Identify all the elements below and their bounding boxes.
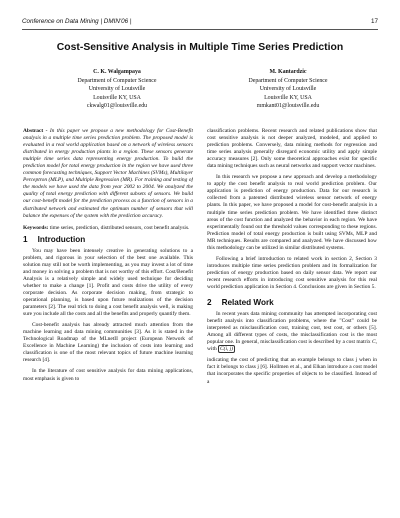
author-university: University of Louisville — [259, 86, 317, 93]
author-email: ckwalg01@louisville.edu — [86, 103, 148, 110]
abstract-label: Abstract - — [23, 128, 48, 134]
section-heading — [207, 299, 377, 306]
author-university: University of Louisville — [88, 86, 146, 93]
author-department: Department of Computer Science — [77, 77, 157, 84]
section-title: Related Work — [221, 298, 274, 308]
matrix-connector: , with — [207, 339, 377, 353]
section-heading — [23, 236, 193, 243]
keywords — [23, 225, 193, 232]
paragraph: Following a brief introduction to related work in section 2, Section 3 introduces multiple time series prediction problem and its formalization for prediction of energy production based on daily sensor data. We report our recent research efforts in introducing cost sensitive analysis for this real world prediction application in Section 4. Conclusions are given in Section 5. — [207, 255, 377, 290]
paragraph — [207, 311, 377, 353]
matrix-symbol: C — [372, 339, 376, 346]
keywords-text: time series, prediction, distributed sensors, cost benefit analysis. — [49, 224, 190, 231]
section-title: Introduction — [37, 234, 86, 244]
abstract — [23, 128, 193, 220]
right-column — [207, 128, 377, 516]
left-column — [23, 128, 193, 516]
running-header — [22, 18, 378, 30]
paragraph: In this research we propose a new approach and develop a methodology to apply the cost benefit analysis to real world prediction problem. Our application is prediction of energy production. Data for our research is collected from a patented distributed wireless sensor network of energy plants. In this paper, we have proposed a model for cost-benefit analysis in a multiple time series prediction problem. We have identified three distinct areas of the cost function and analyzed the behavior in each region. We have experimentally found out the threshold values corresponding to these regions. Prediction model of total energy production is built using SVMs, MLP and MR techniques. Results are compared and analyzed. We have discussed how this methodology can be utilized in similar distributed systems. — [207, 174, 377, 251]
paragraph: classification problems. Recent research and related publications show that cost sensitive analysis is not deeper analyzed, modeled, and applied to prediction problems. Conversely, data mining methods for regression and time series analysis generally disregard economic utility and apply simple accuracy measures [2]. Only some theoretical approaches exist for specific data mining techniques such as neural networks and support vector machines. — [207, 128, 377, 170]
page-number: 17 — [370, 18, 378, 25]
author-block — [213, 68, 363, 111]
author-department: Department of Computer Science — [248, 77, 328, 84]
author-name: C. K. Walgampaya — [93, 69, 141, 75]
paragraph-text: In recent years data mining community has attempted incorporating cost benefit analysis into classification problems, where the "Cost" could be interpreted as misclassification cost, training cost, test cost, or others [5]. Among all different types of costs, the misclassification cost is the most popular one. In general, misclassification cost is described by a cost matrix — [207, 311, 377, 346]
author-name: M. Kantardzic — [269, 69, 307, 75]
matrix-entry: C(i, j) — [220, 346, 234, 353]
section-number: 1 — [23, 234, 28, 244]
paragraph: In the literature of cost sensitive analysis for data mining applications, most emphasis is given to — [23, 368, 193, 382]
paragraph: Cost-benefit analysis has already attracted much attention from the machine learning and data mining communities [3]. As it is stated in the Technological Roadmap of the MLnetII project (European Network of Excellence in Machine Learning) the inclusion of costs into learning and classification is one of the most relevant topics of future machine learning research [4]. — [23, 322, 193, 364]
paper-title: Cost-Sensitive Analysis in Multiple Time Series Prediction — [56, 42, 344, 53]
author-city: Louisville KY, USA — [93, 94, 141, 101]
author-email: mmkant01@louisville.edu — [256, 103, 320, 110]
author-city: Louisville KY, USA — [264, 94, 312, 101]
section-number: 2 — [207, 298, 212, 308]
abstract-text: In this paper we propose a new methodology for Cost-Benefit analysis in a multiple time series prediction problem. The proposed model is evaluated in a real world application based on a network of wireless sensors distributed in energy production plants in a region. These sensors generate multiple time series data representing energy production. To build the prediction model for total energy production in the region we have used three common forecasting techniques, Support Vector Machines (SVMs), Multilayer Perceptron (MLP), and Multiple Regression (MR). For training and testing of the models we have used the data from year 2002 to 2004. We analyzed the quality of total energy prediction with different subsets of sensors. We build our cost-benefit model for the prediction process as a function of sensors in a distributed network and estimated the optimum number of sensors that will balance the expenses of the system with the prediction accuracy. — [23, 128, 193, 219]
author-block — [42, 68, 192, 111]
paragraph: You may have been intensely creative in generating solutions to a problem, and rigorous in your selection of the best one available. This solution may still not be worth implementing, as you may invest a lot of time and money in solving a problem that is not worthy of this effort. Cost/Benefit Analysis is a relatively simple and widely used technique for deciding whether to make a change [1]. Profit and costs drive the utility of every corporate decision. As corporate decision making, from strategic to operational planning, is based upon future realizations of the decision parameters [2]. The real trick to doing a cost benefit analysis well, is making sure you include all the costs and all the benefits and properly quantify them. — [23, 247, 193, 318]
keywords-label: Keywords: — [23, 224, 49, 231]
conference-name: Conference on Data Mining | DMIN'06 | — [22, 18, 132, 25]
paragraph: indicating the cost of predicting that an example belongs to class j when in fact it belongs to class j [6]. Hollmen et al., and Elkan introduce a cost model that incorporates the specific properties of objects to be classified. Instead of a — [207, 357, 377, 385]
